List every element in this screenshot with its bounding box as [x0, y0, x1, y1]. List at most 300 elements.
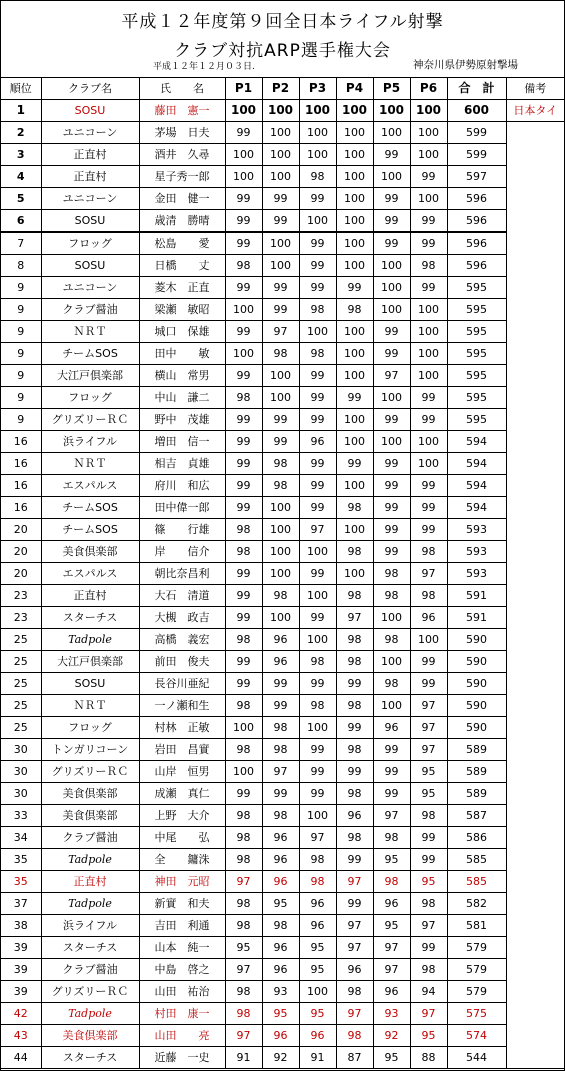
score-p5-cell: 99 [373, 541, 410, 563]
note-cell [506, 144, 564, 166]
total-cell: 590 [447, 695, 506, 717]
rank-cell: 42 [1, 1003, 41, 1025]
score-p4-cell: 98 [336, 739, 373, 761]
total-cell: 599 [447, 144, 506, 166]
score-p2-cell: 99 [262, 695, 299, 717]
score-p3-cell: 96 [299, 1025, 336, 1047]
score-p1-cell: 98 [225, 805, 262, 827]
score-p5-cell: 99 [373, 475, 410, 497]
total-cell: 590 [447, 717, 506, 739]
name-cell: 松島 愛 [139, 232, 225, 255]
score-p3-cell: 100 [299, 585, 336, 607]
score-p3-cell: 100 [299, 100, 336, 122]
score-p5-cell: 93 [373, 1003, 410, 1025]
score-p6-cell: 98 [410, 959, 447, 981]
table-row [1, 607, 564, 629]
table-row [1, 629, 564, 651]
rank-cell: 34 [1, 827, 41, 849]
name-cell: 近藤 一史 [139, 1047, 225, 1069]
name-cell: 一ノ瀬和生 [139, 695, 225, 717]
score-p2-cell: 95 [262, 1003, 299, 1025]
table-row [1, 739, 564, 761]
club-cell: チームSOS [41, 343, 139, 365]
score-p3-cell: 97 [299, 827, 336, 849]
total-cell: 596 [447, 188, 506, 210]
score-p6-cell: 98 [410, 541, 447, 563]
score-p1-cell: 91 [225, 1047, 262, 1069]
name-cell: 梁瀬 敏昭 [139, 299, 225, 321]
header-note: 備考 [506, 78, 564, 100]
name-cell: 朝比奈昌利 [139, 563, 225, 585]
table-row [1, 232, 564, 255]
score-p3-cell: 99 [299, 387, 336, 409]
note-cell [506, 959, 564, 981]
table-row [1, 673, 564, 695]
note-cell [506, 871, 564, 893]
score-p6-cell: 99 [410, 210, 447, 233]
total-cell: 595 [447, 365, 506, 387]
name-cell: 長谷川亜紀 [139, 673, 225, 695]
score-p2-cell: 100 [262, 232, 299, 255]
score-p4-cell: 96 [336, 805, 373, 827]
rank-cell: 25 [1, 695, 41, 717]
score-p1-cell: 100 [225, 144, 262, 166]
name-cell: 前田 俊夫 [139, 651, 225, 673]
score-p5-cell: 100 [373, 431, 410, 453]
club-cell: SOSU [41, 255, 139, 277]
score-p3-cell: 99 [299, 277, 336, 299]
score-p1-cell: 98 [225, 519, 262, 541]
score-p4-cell: 100 [336, 210, 373, 233]
score-p3-cell: 100 [299, 981, 336, 1003]
note-cell [506, 343, 564, 365]
name-cell: 山田 祐治 [139, 981, 225, 1003]
header-rank: 順位 [1, 78, 41, 100]
total-cell: 579 [447, 959, 506, 981]
table-row [1, 453, 564, 475]
rank-cell: 25 [1, 651, 41, 673]
club-cell: 正直村 [41, 166, 139, 188]
note-cell [506, 519, 564, 541]
total-cell: 594 [447, 497, 506, 519]
name-cell: 城口 保雄 [139, 321, 225, 343]
score-p2-cell: 100 [262, 541, 299, 563]
score-p2-cell: 96 [262, 651, 299, 673]
club-cell: クラブ醤油 [41, 827, 139, 849]
score-p1-cell: 98 [225, 915, 262, 937]
score-p3-cell: 99 [299, 232, 336, 255]
club-cell: ＮＲＴ [41, 321, 139, 343]
score-p5-cell: 97 [373, 959, 410, 981]
score-p1-cell: 99 [225, 497, 262, 519]
name-cell: 府川 和広 [139, 475, 225, 497]
rank-cell: 39 [1, 937, 41, 959]
score-p4-cell: 98 [336, 1025, 373, 1047]
note-cell [506, 585, 564, 607]
score-p3-cell: 100 [299, 321, 336, 343]
club-cell: ユニコーン [41, 277, 139, 299]
score-p5-cell: 98 [373, 585, 410, 607]
score-p3-cell: 100 [299, 717, 336, 739]
header-p2: P2 [262, 78, 299, 100]
name-cell: 岸 信介 [139, 541, 225, 563]
score-p1-cell: 99 [225, 431, 262, 453]
rank-cell: 30 [1, 761, 41, 783]
rank-cell: 35 [1, 871, 41, 893]
score-p1-cell: 98 [225, 255, 262, 277]
score-p4-cell: 98 [336, 629, 373, 651]
score-p1-cell: 95 [225, 937, 262, 959]
score-p4-cell: 100 [336, 255, 373, 277]
table-row [1, 761, 564, 783]
score-p5-cell: 99 [373, 739, 410, 761]
note-cell [506, 827, 564, 849]
total-cell: 595 [447, 321, 506, 343]
club-cell: 浜ライフル [41, 915, 139, 937]
score-p1-cell: 98 [225, 849, 262, 871]
score-p4-cell: 98 [336, 299, 373, 321]
score-p6-cell: 95 [410, 1025, 447, 1047]
score-p5-cell: 98 [373, 827, 410, 849]
table-row [1, 166, 564, 188]
score-p1-cell: 98 [225, 893, 262, 915]
rank-cell: 8 [1, 255, 41, 277]
score-p1-cell: 99 [225, 673, 262, 695]
score-p3-cell: 99 [299, 673, 336, 695]
table-row [1, 805, 564, 827]
score-p2-cell: 100 [262, 255, 299, 277]
table-row [1, 255, 564, 277]
score-p1-cell: 98 [225, 629, 262, 651]
club-cell: Tadpole [41, 629, 139, 651]
rank-cell: 3 [1, 144, 41, 166]
club-cell: エスパルス [41, 475, 139, 497]
score-p6-cell: 100 [410, 343, 447, 365]
score-p2-cell: 98 [262, 805, 299, 827]
score-p3-cell: 96 [299, 915, 336, 937]
note-cell: 日本タイ [506, 100, 564, 122]
score-p2-cell: 99 [262, 783, 299, 805]
note-cell [506, 387, 564, 409]
score-p2-cell: 100 [262, 607, 299, 629]
score-p1-cell: 99 [225, 409, 262, 431]
score-p3-cell: 100 [299, 805, 336, 827]
club-cell: フロッグ [41, 387, 139, 409]
name-cell: 大槻 政吉 [139, 607, 225, 629]
score-p3-cell: 99 [299, 255, 336, 277]
rank-cell: 30 [1, 739, 41, 761]
table-row [1, 959, 564, 981]
note-cell [506, 453, 564, 475]
note-cell [506, 277, 564, 299]
name-cell: 村田 康一 [139, 1003, 225, 1025]
club-cell: グリズリーＲＣ [41, 761, 139, 783]
score-p5-cell: 100 [373, 651, 410, 673]
header-row [1, 78, 564, 100]
name-cell: 増田 信一 [139, 431, 225, 453]
score-p2-cell: 99 [262, 431, 299, 453]
score-p2-cell: 99 [262, 299, 299, 321]
total-cell: 596 [447, 210, 506, 233]
score-p3-cell: 97 [299, 519, 336, 541]
score-p1-cell: 99 [225, 365, 262, 387]
score-p4-cell: 100 [336, 144, 373, 166]
club-cell: クラブ醤油 [41, 299, 139, 321]
note-cell [506, 122, 564, 144]
club-cell: スターチス [41, 937, 139, 959]
table-row [1, 915, 564, 937]
total-cell: 596 [447, 232, 506, 255]
score-p3-cell: 99 [299, 365, 336, 387]
score-p4-cell: 97 [336, 607, 373, 629]
score-p4-cell: 100 [336, 409, 373, 431]
total-cell: 585 [447, 849, 506, 871]
rank-cell: 39 [1, 959, 41, 981]
score-p2-cell: 96 [262, 871, 299, 893]
name-cell: 野中 茂雄 [139, 409, 225, 431]
table-row [1, 321, 564, 343]
score-p1-cell: 99 [225, 651, 262, 673]
score-p2-cell: 100 [262, 122, 299, 144]
table-row [1, 717, 564, 739]
score-p3-cell: 98 [299, 343, 336, 365]
score-p6-cell: 99 [410, 937, 447, 959]
score-p4-cell: 87 [336, 1047, 373, 1069]
score-p4-cell: 100 [336, 188, 373, 210]
club-cell: チームSOS [41, 519, 139, 541]
name-cell: 中島 啓之 [139, 959, 225, 981]
table-row [1, 981, 564, 1003]
club-cell: スターチス [41, 607, 139, 629]
score-p2-cell: 96 [262, 1025, 299, 1047]
header-total: 合 計 [447, 78, 506, 100]
score-p3-cell: 98 [299, 299, 336, 321]
table-row [1, 475, 564, 497]
table-row [1, 519, 564, 541]
total-cell: 594 [447, 453, 506, 475]
club-cell: フロッグ [41, 232, 139, 255]
table-row [1, 1003, 564, 1025]
note-cell [506, 761, 564, 783]
score-p5-cell: 98 [373, 563, 410, 585]
total-cell: 593 [447, 541, 506, 563]
score-p1-cell: 99 [225, 122, 262, 144]
score-p2-cell: 96 [262, 629, 299, 651]
event-venue: 神奈川県伊勢原射撃場 [413, 59, 518, 71]
score-p6-cell: 100 [410, 365, 447, 387]
table-row [1, 409, 564, 431]
score-p4-cell: 98 [336, 827, 373, 849]
name-cell: 酒井 久尋 [139, 144, 225, 166]
header-p6: P6 [410, 78, 447, 100]
score-p3-cell: 99 [299, 739, 336, 761]
score-p4-cell: 98 [336, 585, 373, 607]
name-cell: 星子秀一郎 [139, 166, 225, 188]
score-p5-cell: 97 [373, 937, 410, 959]
score-p1-cell: 98 [225, 1003, 262, 1025]
name-cell: 金田 健一 [139, 188, 225, 210]
total-cell: 582 [447, 893, 506, 915]
score-p4-cell: 99 [336, 893, 373, 915]
score-p3-cell: 95 [299, 937, 336, 959]
score-p6-cell: 99 [410, 475, 447, 497]
score-p6-cell: 97 [410, 1003, 447, 1025]
score-p3-cell: 100 [299, 144, 336, 166]
score-p5-cell: 99 [373, 188, 410, 210]
score-p6-cell: 95 [410, 871, 447, 893]
score-p6-cell: 97 [410, 739, 447, 761]
score-p4-cell: 100 [336, 321, 373, 343]
score-p4-cell: 99 [336, 453, 373, 475]
table-row [1, 365, 564, 387]
score-p6-cell: 99 [410, 409, 447, 431]
rank-cell: 2 [1, 122, 41, 144]
total-cell: 574 [447, 1025, 506, 1047]
score-p6-cell: 99 [410, 277, 447, 299]
score-p2-cell: 93 [262, 981, 299, 1003]
rank-cell: 9 [1, 299, 41, 321]
score-p4-cell: 97 [336, 937, 373, 959]
score-p2-cell: 96 [262, 959, 299, 981]
score-p3-cell: 100 [299, 210, 336, 233]
name-cell: 上野 大介 [139, 805, 225, 827]
score-p6-cell: 100 [410, 629, 447, 651]
total-cell: 595 [447, 277, 506, 299]
score-p4-cell: 98 [336, 783, 373, 805]
event-date: 平成１２年１２月０３日. [153, 62, 255, 72]
note-cell [506, 1047, 564, 1069]
rank-cell: 16 [1, 431, 41, 453]
name-cell: 日橋 丈 [139, 255, 225, 277]
score-p6-cell: 100 [410, 299, 447, 321]
name-cell: 田中 敏 [139, 343, 225, 365]
note-cell [506, 607, 564, 629]
score-p3-cell: 100 [299, 629, 336, 651]
total-cell: 597 [447, 166, 506, 188]
name-cell: 大石 清道 [139, 585, 225, 607]
score-p6-cell: 99 [410, 519, 447, 541]
club-cell: 美食倶楽部 [41, 541, 139, 563]
score-p5-cell: 99 [373, 783, 410, 805]
score-p5-cell: 99 [373, 210, 410, 233]
score-p2-cell: 100 [262, 365, 299, 387]
note-cell [506, 849, 564, 871]
total-cell: 589 [447, 761, 506, 783]
score-p1-cell: 99 [225, 475, 262, 497]
name-cell: 田中偉一郎 [139, 497, 225, 519]
score-p1-cell: 98 [225, 981, 262, 1003]
rank-cell: 7 [1, 232, 41, 255]
club-cell: 正直村 [41, 585, 139, 607]
rank-cell: 38 [1, 915, 41, 937]
rank-cell: 44 [1, 1047, 41, 1069]
score-p2-cell: 97 [262, 321, 299, 343]
score-p3-cell: 99 [299, 188, 336, 210]
header-name: 氏 名 [139, 78, 225, 100]
score-p6-cell: 97 [410, 717, 447, 739]
score-p3-cell: 96 [299, 893, 336, 915]
name-cell: 村林 正敏 [139, 717, 225, 739]
table-row [1, 387, 564, 409]
note-cell [506, 1025, 564, 1047]
club-cell: 美食倶楽部 [41, 1025, 139, 1047]
name-cell: 横山 常男 [139, 365, 225, 387]
name-cell: 全 鏞洙 [139, 849, 225, 871]
score-p4-cell: 97 [336, 915, 373, 937]
rank-cell: 20 [1, 541, 41, 563]
score-p2-cell: 96 [262, 849, 299, 871]
score-p1-cell: 98 [225, 739, 262, 761]
note-cell [506, 783, 564, 805]
rank-cell: 5 [1, 188, 41, 210]
score-p3-cell: 99 [299, 761, 336, 783]
note-cell [506, 232, 564, 255]
score-p1-cell: 100 [225, 299, 262, 321]
rank-cell: 1 [1, 100, 41, 122]
header-p3: P3 [299, 78, 336, 100]
score-p5-cell: 99 [373, 409, 410, 431]
score-p4-cell: 99 [336, 717, 373, 739]
total-cell: 591 [447, 607, 506, 629]
table-row [1, 849, 564, 871]
rank-cell: 35 [1, 849, 41, 871]
table-row [1, 1047, 564, 1069]
name-cell: 吉田 利通 [139, 915, 225, 937]
total-cell: 589 [447, 739, 506, 761]
score-p2-cell: 98 [262, 343, 299, 365]
score-p2-cell: 99 [262, 277, 299, 299]
name-cell: 中尾 弘 [139, 827, 225, 849]
score-p6-cell: 97 [410, 563, 447, 585]
note-cell [506, 981, 564, 1003]
total-cell: 595 [447, 343, 506, 365]
total-cell: 600 [447, 100, 506, 122]
club-cell: 美食倶楽部 [41, 783, 139, 805]
score-p2-cell: 99 [262, 188, 299, 210]
table-row [1, 210, 564, 233]
club-cell: 大江戸倶楽部 [41, 365, 139, 387]
score-p5-cell: 98 [373, 629, 410, 651]
score-p5-cell: 98 [373, 673, 410, 695]
club-cell: フロッグ [41, 717, 139, 739]
score-p2-cell: 99 [262, 210, 299, 233]
note-cell [506, 431, 564, 453]
score-p2-cell: 98 [262, 475, 299, 497]
score-p2-cell: 100 [262, 519, 299, 541]
total-cell: 595 [447, 409, 506, 431]
rank-cell: 4 [1, 166, 41, 188]
total-cell: 587 [447, 805, 506, 827]
club-cell: グリズリーＲＣ [41, 409, 139, 431]
score-p3-cell: 99 [299, 563, 336, 585]
name-cell: 岩田 昌實 [139, 739, 225, 761]
name-cell: 山田 亮 [139, 1025, 225, 1047]
score-p4-cell: 100 [336, 431, 373, 453]
note-cell [506, 629, 564, 651]
score-p5-cell: 99 [373, 144, 410, 166]
score-p6-cell: 99 [410, 166, 447, 188]
name-cell: 高橋 義宏 [139, 629, 225, 651]
table-row [1, 541, 564, 563]
rank-cell: 6 [1, 210, 41, 233]
score-p5-cell: 100 [373, 299, 410, 321]
score-p5-cell: 100 [373, 122, 410, 144]
club-cell: トンガリコーン [41, 739, 139, 761]
note-cell [506, 937, 564, 959]
note-cell [506, 365, 564, 387]
club-cell: SOSU [41, 210, 139, 233]
total-cell: 596 [447, 255, 506, 277]
